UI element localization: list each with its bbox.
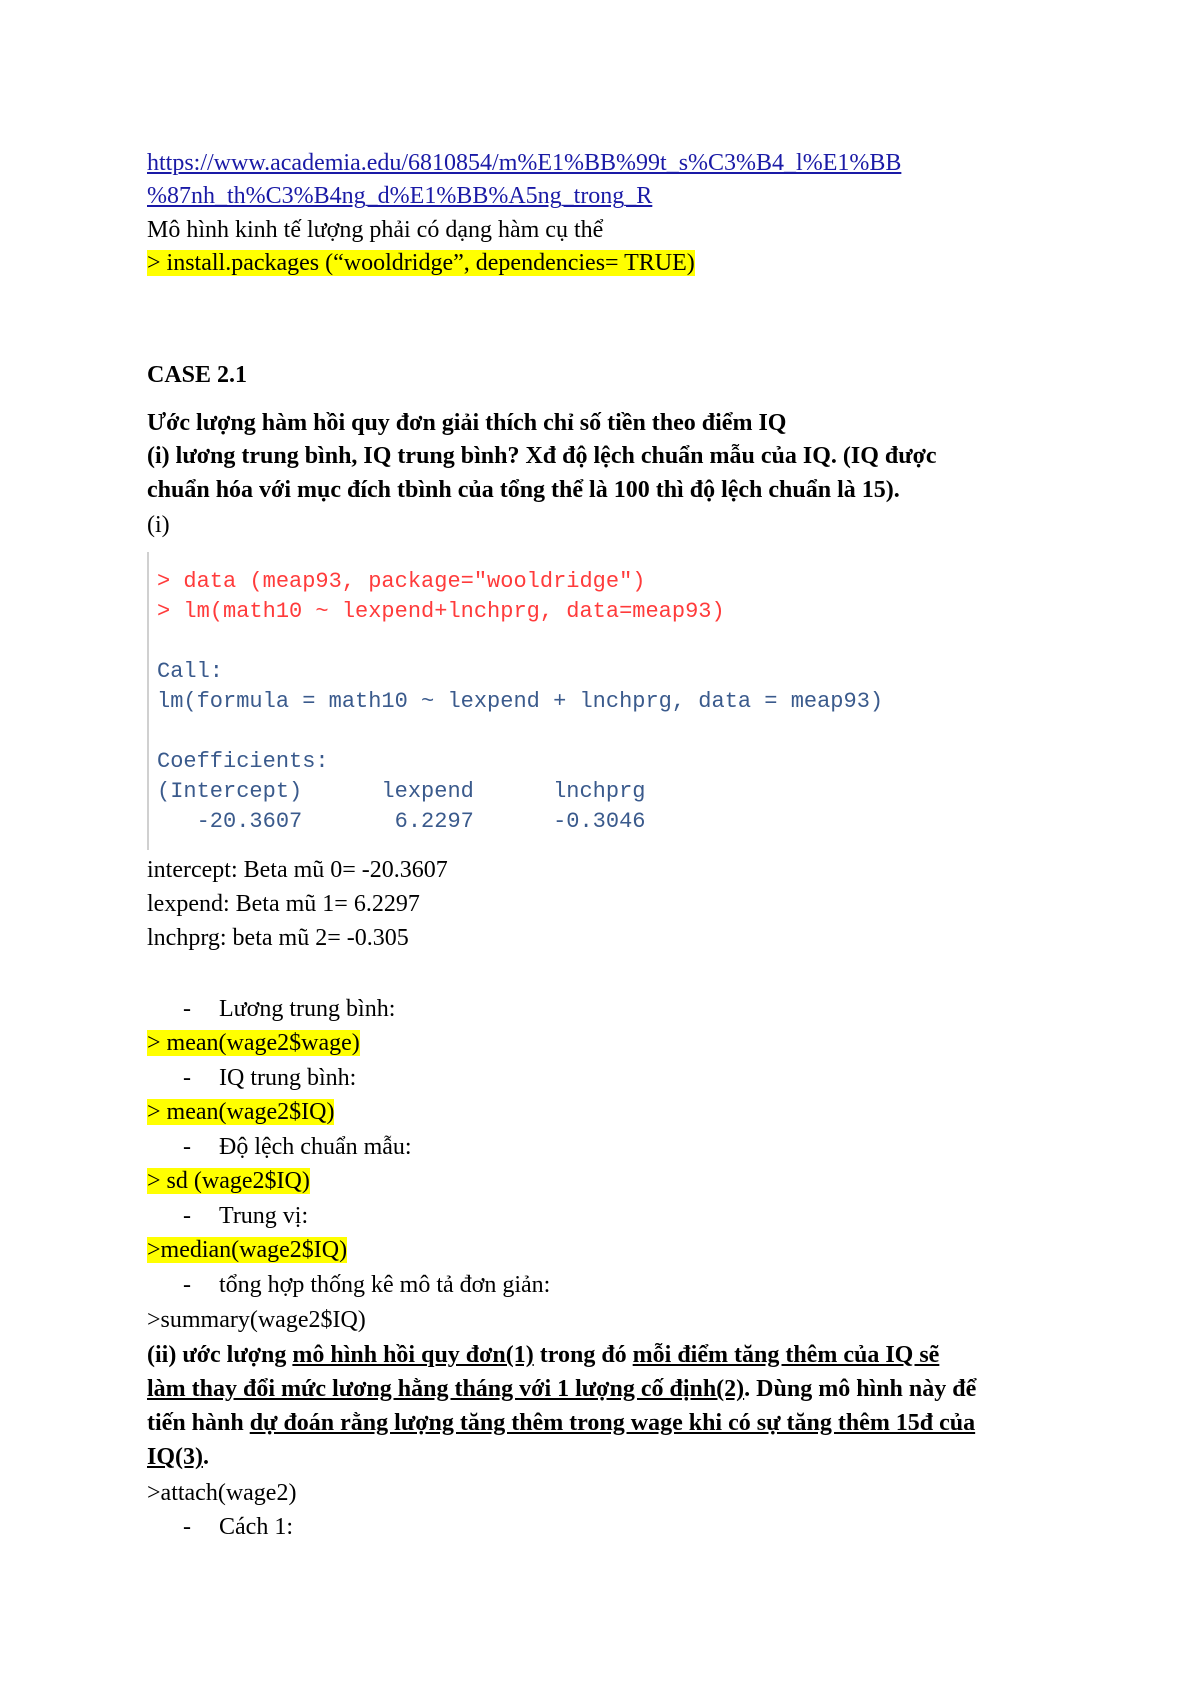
- reference-link-1[interactable]: https://www.academia.edu/6810854/m%E1%BB%99t_s%C3%B4_l%E1%BB: [147, 150, 902, 176]
- heading-line-4: (i): [147, 512, 170, 538]
- result-intercept: intercept: Beta mũ 0= -20.3607: [147, 857, 448, 883]
- bullet-dash: -: [183, 1134, 191, 1160]
- part2-l1-d: mỗi điểm tăng thêm của IQ sẽ: [632, 1342, 940, 1368]
- bullet-summary: tổng hợp thống kê mô tả đơn giản:: [219, 1272, 551, 1298]
- reference-link-2[interactable]: %87nh_th%C3%B4ng_d%E1%BB%A5ng_trong_R: [147, 183, 653, 209]
- part2-l1-b: mô hình hồi quy đơn(1): [292, 1342, 534, 1368]
- case-title: CASE 2.1: [147, 362, 248, 388]
- heading-line-3: chuẩn hóa với mục đích tbình của tổng thể là 100 thì độ lệch chuẩn là 15).: [147, 477, 900, 503]
- cmd-mean-wage-line: [147, 1028, 360, 1058]
- install-command-text: > install.packages (“wooldridge”, dependencies= TRUE): [147, 250, 695, 276]
- heading-line-2: (i) lương trung bình, IQ trung bình? Xđ độ lệch chuẩn mẫu của IQ. (IQ được: [147, 443, 937, 469]
- bullet-method-1: Cách 1:: [219, 1514, 293, 1540]
- cmd-attach: >attach(wage2): [147, 1480, 297, 1506]
- cmd-mean-wage: > mean(wage2$wage): [147, 1030, 360, 1056]
- console-coef-header: (Intercept) lexpend lnchprg: [157, 779, 672, 804]
- cmd-summary: >summary(wage2$IQ): [147, 1307, 366, 1333]
- part2-l1-c: trong đó: [533, 1342, 633, 1368]
- part2-l2-a: làm thay đổi mức lương hằng tháng với 1 lượng cố định(2): [147, 1376, 745, 1402]
- intro-text: Mô hình kinh tế lượng phải có dạng hàm cụ thể: [147, 217, 604, 243]
- bullet-mean-iq: IQ trung bình:: [219, 1065, 357, 1091]
- cmd-mean-iq: > mean(wage2$IQ): [147, 1099, 335, 1125]
- bullet-sd: Độ lệch chuẩn mẫu:: [219, 1134, 412, 1160]
- r-console-screenshot: [147, 552, 1009, 850]
- console-coef-label: Coefficients:: [157, 749, 329, 774]
- cmd-mean-iq-line: [147, 1097, 334, 1127]
- part2-l3-a: tiến hành: [147, 1410, 250, 1436]
- install-command: [147, 248, 695, 278]
- cmd-median: >median(wage2$IQ): [147, 1237, 348, 1263]
- console-coef-values: -20.3607 6.2297 -0.3046: [157, 809, 672, 834]
- part2-l3-b: dự đoán rằng lượng tăng thêm trong wage khi có sự tăng thêm 15đ của: [249, 1410, 976, 1436]
- reference-link-line-1[interactable]: [147, 148, 901, 178]
- cmd-median-line: [147, 1235, 347, 1265]
- bullet-median: Trung vị:: [219, 1203, 309, 1229]
- cmd-sd: > sd (wage2$IQ): [147, 1168, 310, 1194]
- bullet-dash: -: [183, 1203, 191, 1229]
- part2-l4-b: .: [203, 1444, 209, 1470]
- bullet-dash: -: [183, 1514, 191, 1540]
- cmd-sd-line: [147, 1166, 310, 1196]
- bullet-dash: -: [183, 1272, 191, 1298]
- result-lnchprg: lnchprg: beta mũ 2= -0.305: [147, 925, 409, 951]
- part2-l4-a: IQ(3): [147, 1444, 203, 1470]
- console-cmd-2: > lm(math10 ~ lexpend+lnchprg, data=meap93): [157, 599, 725, 624]
- part2-line-2: [147, 1374, 976, 1404]
- console-call-formula: lm(formula = math10 ~ lexpend + lnchprg, data = meap93): [157, 689, 884, 714]
- part2-line-1: [147, 1340, 939, 1370]
- bullet-dash: -: [183, 1065, 191, 1091]
- bullet-mean-wage: Lương trung bình:: [219, 996, 396, 1022]
- console-cmd-1: > data (meap93, package="wooldridge"): [157, 569, 646, 594]
- part2-line-3: [147, 1408, 975, 1438]
- result-lexpend: lexpend: Beta mũ 1= 6.2297: [147, 891, 420, 917]
- heading-line-1: Ước lượng hàm hồi quy đơn giải thích chỉ số tiền theo điểm IQ: [147, 410, 787, 436]
- part2-l2-b: . Dùng mô hình này để: [744, 1376, 977, 1402]
- part2-l1-a: (ii) ước lượng: [147, 1342, 293, 1368]
- reference-link-line-2[interactable]: [147, 181, 652, 211]
- console-call-label: Call:: [157, 659, 224, 684]
- bullet-dash: -: [183, 996, 191, 1022]
- part2-line-4: [147, 1442, 209, 1472]
